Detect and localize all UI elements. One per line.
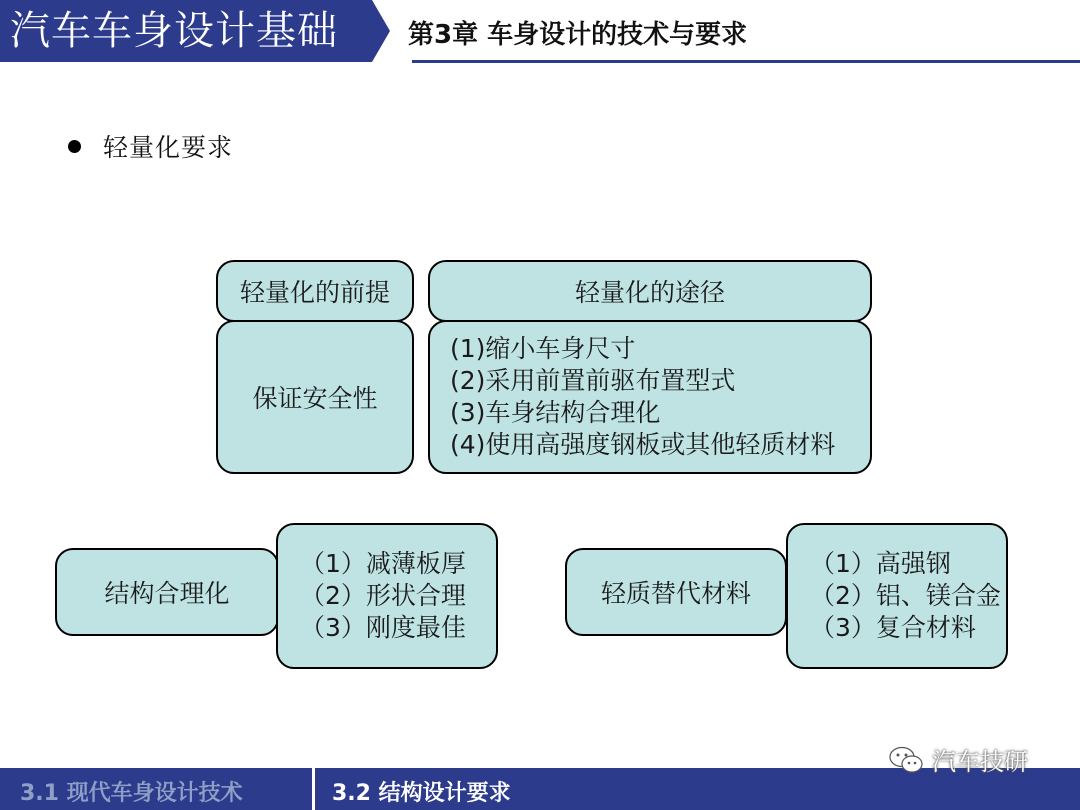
material-title: 轻质替代材料 xyxy=(600,579,751,608)
premise-title: 轻量化的前提 xyxy=(239,278,390,307)
material-item: （1）高强钢 xyxy=(810,549,951,578)
bullet-text: 轻量化要求 xyxy=(103,133,234,162)
approach-item: (4)使用高强度钢板或其他轻质材料 xyxy=(450,430,836,459)
course-title: 汽车车身设计基础 xyxy=(10,8,338,54)
structure-item: （2）形状合理 xyxy=(300,581,466,610)
material-list-box xyxy=(786,523,1008,669)
watermark-text: 汽车技研 xyxy=(932,748,1028,776)
approach-title: 轻量化的途径 xyxy=(574,278,725,307)
footer-tab-modern-body-design[interactable]: 3.1 现代车身设计技术 xyxy=(20,781,243,806)
material-item: （3）复合材料 xyxy=(810,613,976,642)
structure-list-box xyxy=(276,523,498,669)
premise-body: 保证安全性 xyxy=(252,384,378,413)
premise-body-box xyxy=(216,320,414,474)
bullet-icon xyxy=(68,140,81,153)
header-divider xyxy=(412,60,1080,63)
wechat-icon xyxy=(888,745,924,775)
footer-tab-structure-design[interactable]: 3.2 结构设计要求 xyxy=(332,781,511,806)
premise-title-box xyxy=(216,260,414,322)
structure-item: （1）减薄板厚 xyxy=(300,549,466,578)
approach-item: (1)缩小车身尺寸 xyxy=(450,334,636,363)
bullet-item xyxy=(68,128,233,164)
watermark xyxy=(888,742,1028,777)
material-title-box xyxy=(565,548,787,636)
approach-title-box xyxy=(428,260,872,322)
structure-title: 结构合理化 xyxy=(104,579,230,608)
material-item: （2）铝、镁合金 xyxy=(810,581,1001,610)
structure-item: （3）刚度最佳 xyxy=(300,613,466,642)
approach-item: (3)车身结构合理化 xyxy=(450,398,661,427)
footer-divider xyxy=(312,768,315,810)
structure-title-box xyxy=(55,548,279,636)
chapter-title: 第3章 车身设计的技术与要求 xyxy=(408,20,748,50)
approach-item: (2)采用前置前驱布置型式 xyxy=(450,366,736,395)
approach-list-box xyxy=(428,320,872,474)
